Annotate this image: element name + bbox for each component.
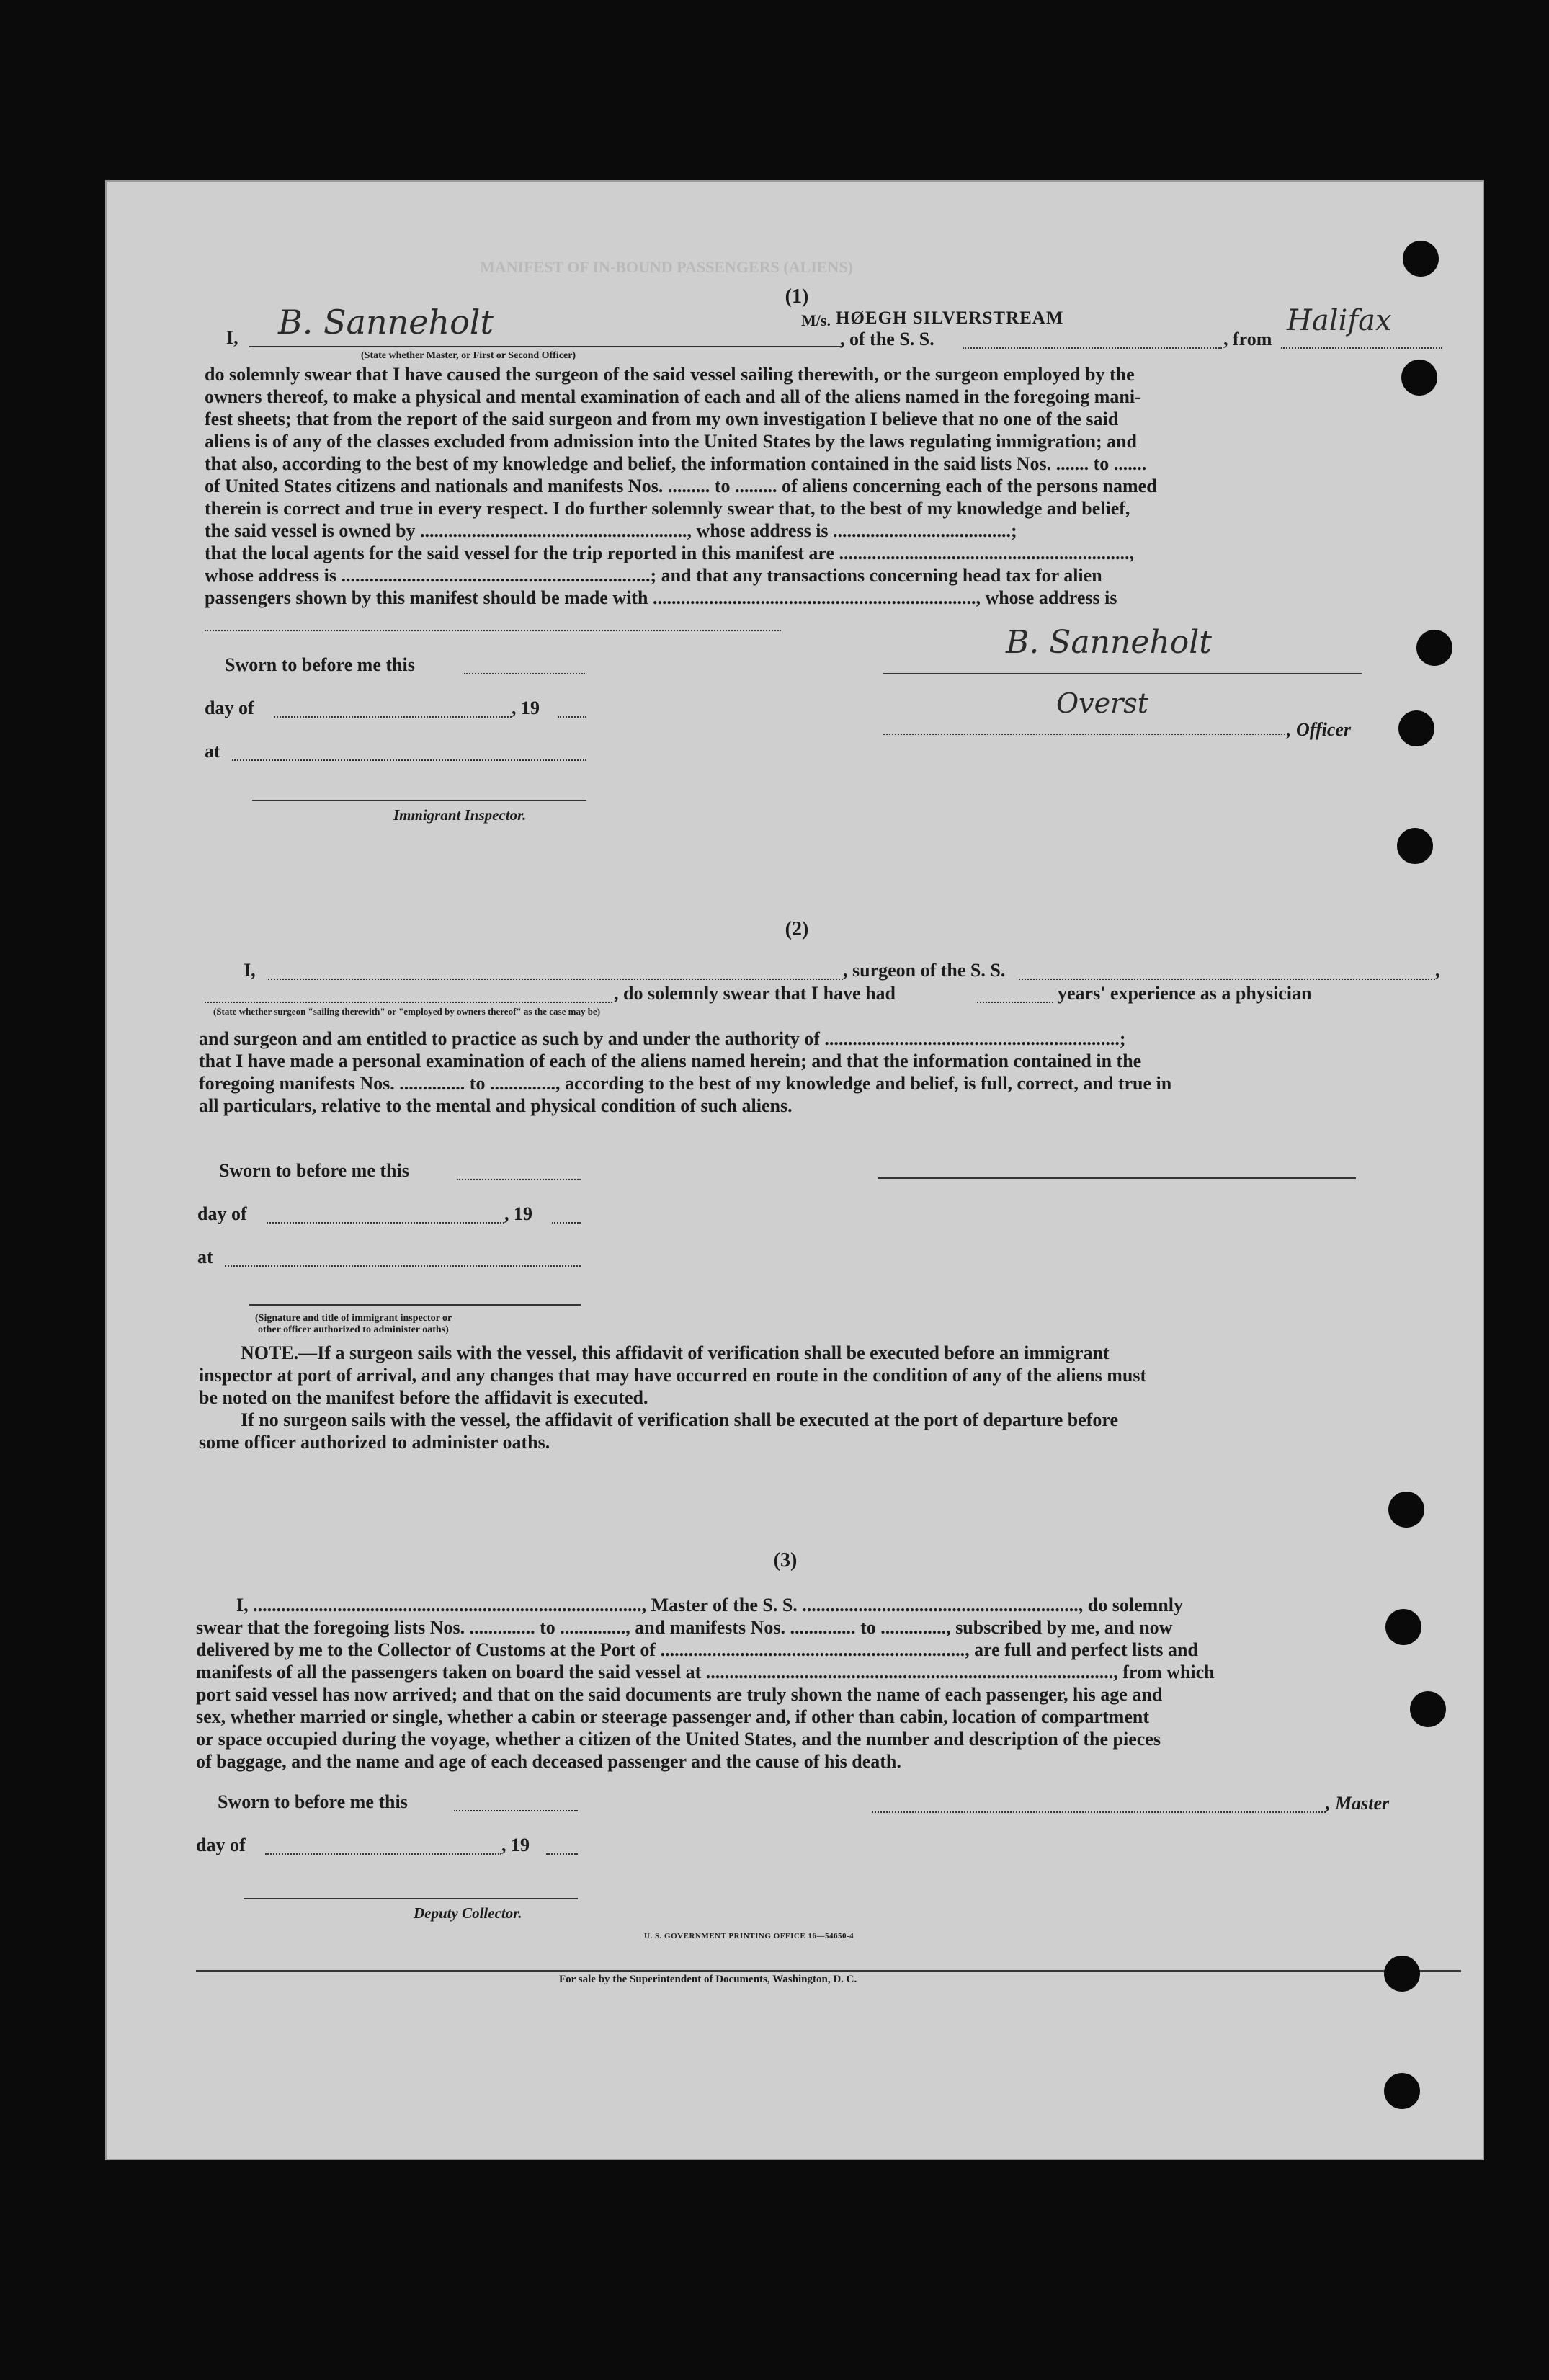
- s1-state-caption: (State whether Master, or First or Second Officer): [361, 350, 576, 361]
- s2-line-3: foregoing manifests Nos. .............. to .............., according to the best of my knowledge and belief, is full, correct, and true in: [199, 1073, 1172, 1094]
- punch-hole: [1385, 1609, 1421, 1645]
- note-line-4: If no surgeon sails with the vessel, the affidavit of verification shall be executed at the port of departure before: [241, 1409, 1119, 1430]
- s2-oath-paragraph: [199, 1028, 1467, 1117]
- s2-dayof-label: day of: [197, 1203, 247, 1224]
- footer-rule: [196, 1970, 1461, 1972]
- s3-deputy-label: Deputy Collector.: [414, 1904, 522, 1922]
- officer-title-handwriting: Overst: [1056, 687, 1149, 719]
- s1-year-line: [558, 716, 586, 718]
- from-line: [1281, 347, 1442, 349]
- note-line-2: inspector at port of arrival, and any changes that may have occurred en route in the condition of any of the aliens must: [199, 1365, 1147, 1386]
- s2-swear-label: , do solemnly swear that I have had: [614, 983, 896, 1004]
- s3-dayof-label: day of: [196, 1835, 246, 1855]
- s3-line-3: delivered by me to the Collector of Customs at the Port of ................................................................., are full and perfect lists and: [196, 1639, 1198, 1660]
- s1-day-line: [274, 716, 512, 718]
- s1-line-7: therein is correct and true in every respect. I do further solemnly swear that, to the best of my knowledge and belief,: [205, 498, 1130, 519]
- s2-comma: ,: [1435, 960, 1440, 981]
- s1-line-11: passengers shown by this manifest should be made with ....................................................................., whose address is: [205, 587, 1117, 608]
- punch-hole: [1410, 1691, 1446, 1727]
- s3-deputy-line: [244, 1898, 578, 1899]
- s2-sworn-label: Sworn to before me this: [219, 1160, 409, 1181]
- from-port-handwriting: Halifax: [1287, 304, 1392, 337]
- s2-line-2: that I have made a personal examination of each of the aliens named herein; and that the information contained in the: [199, 1051, 1142, 1071]
- s1-name-line: [249, 346, 843, 347]
- s3-year-label: , 19: [501, 1835, 530, 1855]
- s2-sworn-line: [457, 1179, 581, 1180]
- s1-line-5: that also, according to the best of my knowledge and belief, the information contained in the said lists Nos. ....... to .......: [205, 453, 1147, 474]
- officer-sig-line: [883, 673, 1362, 674]
- ship-name: HØEGH SILVERSTREAM: [836, 308, 1064, 328]
- s2-name-line: [268, 979, 843, 980]
- s3-day-line: [265, 1853, 501, 1855]
- s2-i-label: I,: [244, 960, 256, 981]
- ship-line: [963, 347, 1222, 349]
- s1-line-3: fest sheets; that from the report of the said surgeon and from my own investigation I believe that no one of the said: [205, 409, 1119, 429]
- s2-year-label: , 19: [504, 1203, 532, 1224]
- master-signature: B. Sanneholt: [278, 303, 494, 342]
- punch-hole: [1388, 1492, 1424, 1528]
- s2-line-4: all particulars, relative to the mental and physical condition of such aliens.: [199, 1095, 793, 1116]
- s2-at-line: [225, 1265, 581, 1267]
- section-2-number: (2): [785, 918, 809, 940]
- s3-sworn-label: Sworn to before me this: [218, 1791, 408, 1812]
- s2-sig-line: [249, 1304, 581, 1306]
- s2-sig-caption-1: (Signature and title of immigrant inspector or: [255, 1313, 452, 1324]
- bleed-through-text: MANIFEST OF IN-BOUND PASSENGERS (ALIENS): [480, 258, 853, 276]
- punch-hole: [1416, 630, 1452, 666]
- officer-signature: B. Sanneholt: [1006, 624, 1212, 661]
- section-1-number: (1): [785, 285, 809, 308]
- s2-day-line: [267, 1222, 504, 1224]
- s1-line-6: of United States citizens and nationals and manifests Nos. ......... to ......... of aliens concerning each of the persons named: [205, 476, 1157, 496]
- s2-note-paragraph: [199, 1342, 1467, 1453]
- s2-status-caption: (State whether surgeon "sailing therewith" or "employed by owners thereof" as the case may be): [213, 1006, 601, 1017]
- s1-i-label: I,: [226, 327, 238, 348]
- s3-line-7: or space occupied during the voyage, whether a citizen of the United States, and the number and description of the pieces: [196, 1729, 1161, 1750]
- s1-year-label: , 19: [512, 697, 540, 718]
- s2-sig-caption-2: other officer authorized to administer oaths): [258, 1324, 449, 1335]
- s3-oath-paragraph: [196, 1594, 1461, 1773]
- s1-extra-line: [205, 630, 781, 631]
- s1-at-line: [232, 759, 586, 761]
- punch-hole: [1398, 710, 1434, 746]
- punch-hole: [1384, 1956, 1420, 1992]
- s2-years-label: years' experience as a physician: [1058, 983, 1312, 1004]
- note-label: NOTE.: [241, 1342, 299, 1363]
- s1-sworn-line: [464, 673, 585, 674]
- s1-line-4: aliens is of any of the classes excluded from admission into the United States by the laws regulating immigration; and: [205, 431, 1138, 452]
- s3-line-1: I, ..................................................................................., Master of the S. S. ..........................................................., do solemnly: [236, 1595, 1183, 1615]
- s1-at-label: at: [205, 741, 220, 762]
- s2-surgeon-label: , surgeon of the S. S.: [843, 960, 1006, 981]
- s1-oath-paragraph: [205, 363, 1465, 609]
- s1-of-ss-label: , of the S. S.: [840, 329, 934, 349]
- s3-master-line: [872, 1811, 1326, 1813]
- s2-line-1: and surgeon and am entitled to practice as such by and under the authority of ...............................................................;: [199, 1028, 1126, 1049]
- s3-year-line: [546, 1853, 578, 1855]
- s3-line-4: manifests of all the passengers taken on board the said vessel at ......................................................................................., from which: [196, 1662, 1215, 1683]
- ship-prefix: M/s.: [801, 311, 831, 329]
- s2-at-label: at: [197, 1247, 213, 1267]
- s2-status-line: [205, 1002, 612, 1003]
- s3-line-5: port said vessel has now arrived; and that on the said documents are truly shown the name of each passenger, his age and: [196, 1684, 1163, 1705]
- punch-hole: [1384, 2073, 1420, 2109]
- punch-hole: [1403, 241, 1439, 277]
- note-line-1: —If a surgeon sails with the vessel, this affidavit of verification shall be executed before an immigrant: [298, 1342, 1110, 1363]
- s1-inspector-label: Immigrant Inspector.: [393, 806, 527, 824]
- gpo-imprint: U. S. GOVERNMENT PRINTING OFFICE 16—54650-4: [644, 1932, 854, 1940]
- punch-hole: [1397, 828, 1433, 864]
- s2-ship-line: [1019, 979, 1435, 980]
- punch-hole: [1401, 360, 1437, 396]
- s1-line-10: whose address is ..................................................................; and that any transactions concerning head tax for alien: [205, 565, 1102, 586]
- s2-years-line: [977, 1002, 1053, 1003]
- s1-sworn-label: Sworn to before me this: [225, 654, 415, 675]
- s3-master-label: , Master: [1326, 1793, 1390, 1814]
- officer-title-line: [883, 734, 1285, 735]
- officer-label: , Officer: [1287, 719, 1352, 740]
- s1-from-label: , from: [1223, 329, 1272, 349]
- s2-year-line: [552, 1222, 581, 1224]
- s1-line-8: the said vessel is owned by ........................................................., whose address is ......................................;: [205, 520, 1017, 541]
- section-3-number: (3): [773, 1549, 798, 1572]
- s3-line-8: of baggage, and the name and age of each deceased passenger and the cause of his death.: [196, 1751, 901, 1772]
- sale-notice: For sale by the Superintendent of Documents, Washington, D. C.: [559, 1974, 857, 1985]
- s3-line-2: swear that the foregoing lists Nos. .............. to .............., and manifests Nos. .............. to .............., subscribed by me, and now: [196, 1617, 1173, 1638]
- s3-sworn-line: [454, 1810, 578, 1811]
- s1-line-2: owners thereof, to make a physical and mental examination of each and all of the aliens named in the foregoing mani-: [205, 386, 1141, 407]
- s1-line-1: do solemnly swear that I have caused the surgeon of the said vessel sailing therewith, or the surgeon employed by the: [205, 364, 1135, 385]
- s1-line-9: that the local agents for the said vessel for the trip reported in this manifest are ..............................................................,: [205, 543, 1135, 563]
- s1-dayof-label: day of: [205, 697, 254, 718]
- form-page: [105, 180, 1484, 2160]
- s1-inspector-line: [252, 800, 586, 801]
- s2-surgeon-sig-line: [878, 1177, 1356, 1179]
- note-line-5: some officer authorized to administer oaths.: [199, 1432, 550, 1453]
- s3-line-6: sex, whether married or single, whether a cabin or steerage passenger and, if other than cabin, location of compartment: [196, 1706, 1149, 1727]
- note-line-3: be noted on the manifest before the affidavit is executed.: [199, 1387, 648, 1408]
